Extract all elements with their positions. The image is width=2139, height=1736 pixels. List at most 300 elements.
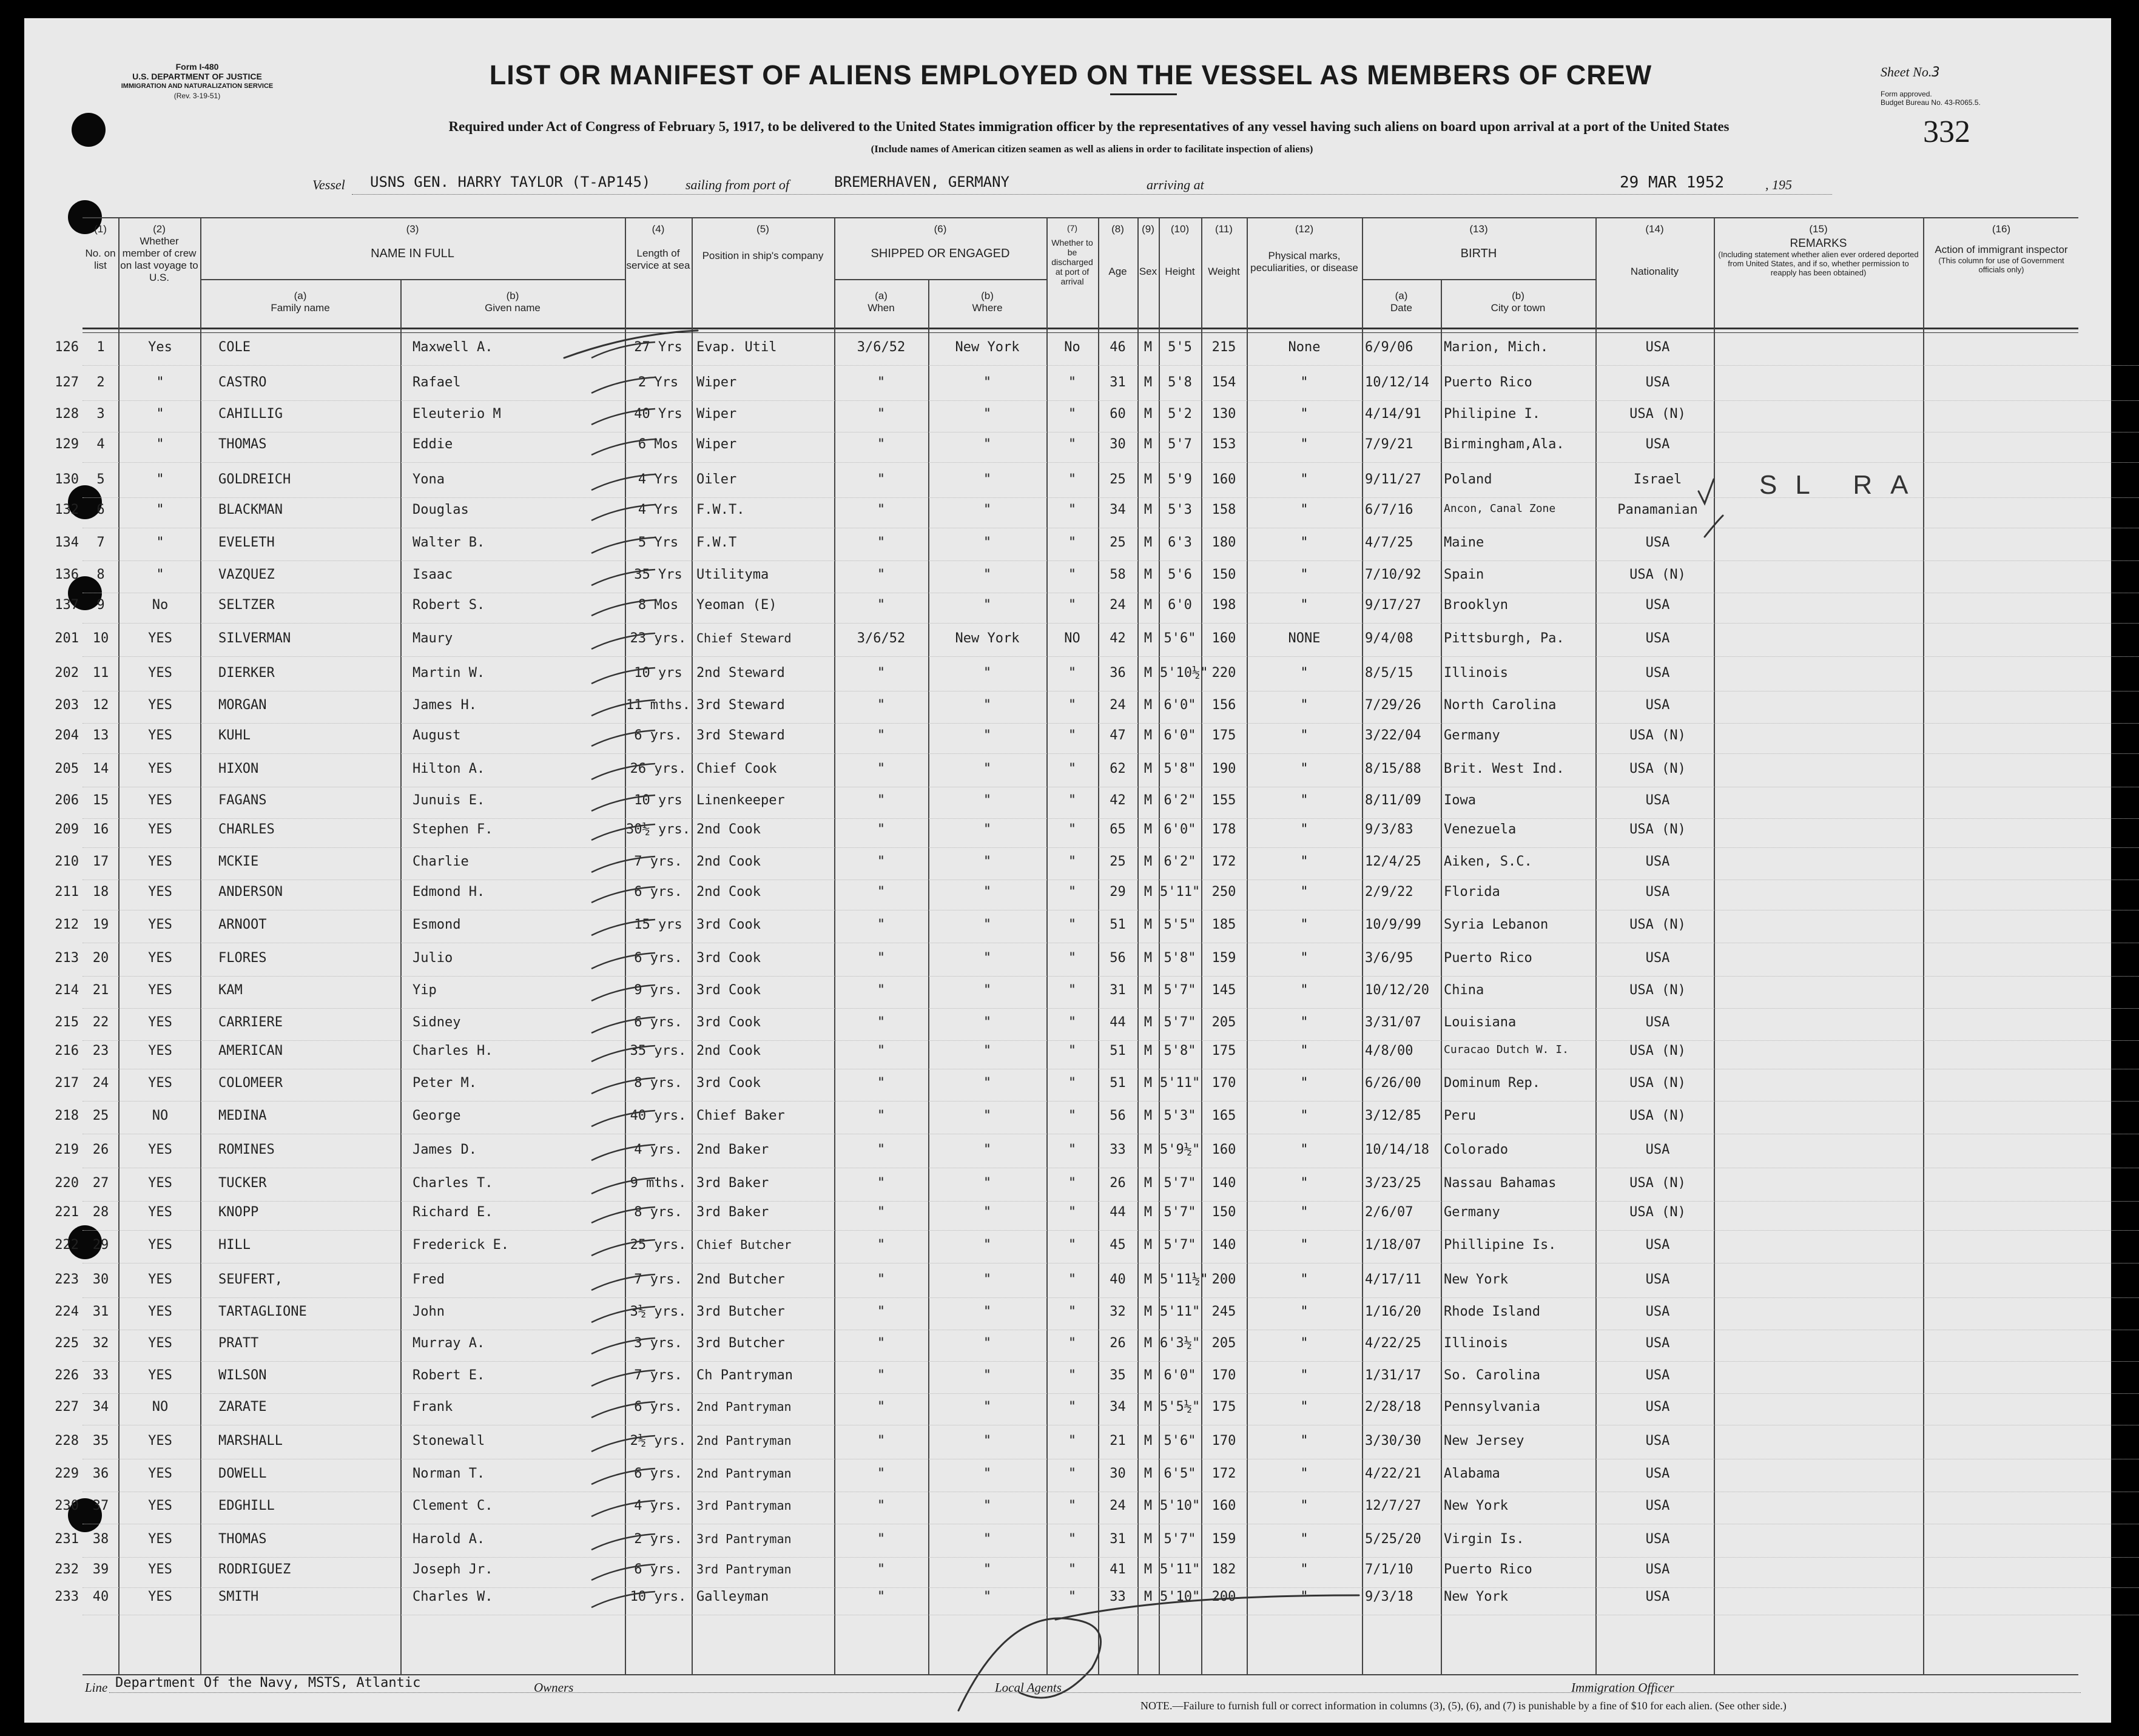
row-physical-marks: " [1300, 793, 1309, 808]
col3b-label: Given name [485, 302, 541, 314]
row-position: Oiler [696, 472, 737, 487]
row-birth-city: Florida [1444, 884, 1500, 900]
row-physical-marks: " [1300, 1272, 1309, 1287]
row-physical-marks: " [1300, 1532, 1309, 1547]
row-given-name: Charles T. [413, 1176, 493, 1191]
row-ref-number: 220 [55, 1176, 79, 1191]
row-height: 5'6 [1168, 567, 1192, 582]
row-discharged: " [1068, 1399, 1077, 1415]
row-sex: M [1144, 1272, 1153, 1287]
row-shipped-where: " [983, 1336, 992, 1351]
row-nationality: USA (N) [1629, 1075, 1686, 1091]
row-shipped-where: " [983, 502, 992, 517]
row-physical-marks: " [1300, 761, 1309, 776]
row-physical-marks: " [1300, 822, 1309, 837]
row-shipped-when: " [877, 502, 886, 517]
row-last-voyage: YES [148, 1532, 172, 1547]
row-discharged: " [1068, 1466, 1077, 1481]
row-family-name: ANDERSON [218, 884, 283, 900]
sailing-label: sailing from port of [685, 177, 789, 192]
row-sex: M [1144, 1237, 1153, 1253]
row-given-name: Julio [413, 950, 453, 966]
row-weight: 153 [1211, 437, 1236, 452]
row-discharged: " [1068, 1336, 1077, 1351]
row-family-name: THOMAS [218, 437, 267, 452]
row-physical-marks: " [1300, 1368, 1309, 1383]
row-shipped-where: New York [955, 340, 1020, 355]
row-discharged: " [1068, 917, 1077, 932]
row-length-service: 26 yrs. [630, 761, 687, 776]
row-height: 6'2" [1164, 793, 1196, 808]
row-sex: M [1144, 917, 1153, 932]
row-family-name: SEUFERT, [218, 1272, 283, 1287]
row-shipped-where: " [983, 1108, 992, 1123]
row-age: 31 [1110, 375, 1126, 390]
row-position: 2nd Cook [696, 884, 761, 900]
row-position: Chief Steward [696, 631, 792, 645]
row-discharged: " [1068, 502, 1077, 517]
row-weight: 150 [1211, 567, 1236, 582]
row-age: 25 [1110, 535, 1126, 550]
row-position: 3rd Pantryman [696, 1532, 792, 1546]
row-physical-marks: " [1300, 1176, 1309, 1191]
row-sex: M [1144, 1589, 1153, 1604]
row-height: 5'5½" [1160, 1399, 1201, 1415]
row-family-name: TUCKER [218, 1176, 267, 1191]
row-shipped-where: " [983, 1043, 992, 1058]
row-physical-marks: " [1300, 535, 1309, 550]
row-position: 3rd Butcher [696, 1304, 785, 1319]
row-discharged: " [1068, 1272, 1077, 1287]
row-given-name: Eddie [413, 437, 453, 452]
row-length-service: 35 Yrs [634, 567, 682, 582]
row-sex: M [1144, 728, 1153, 743]
row-shipped-where: New York [955, 631, 1020, 646]
row-family-name: ZARATE [218, 1399, 267, 1415]
row-shipped-where: " [983, 665, 992, 681]
row-physical-marks: " [1300, 567, 1309, 582]
row-discharged: " [1068, 1142, 1077, 1157]
row-shipped-where: " [983, 822, 992, 837]
row-sex: M [1144, 1304, 1153, 1319]
row-ref-number: 201 [55, 631, 79, 646]
row-list-number: 4 [96, 437, 105, 452]
row-weight: 190 [1211, 761, 1236, 776]
row-weight: 150 [1211, 1205, 1236, 1220]
row-weight: 170 [1211, 1075, 1236, 1091]
row-list-number: 32 [92, 1336, 109, 1351]
row-last-voyage: YES [148, 1075, 172, 1091]
row-last-voyage: YES [148, 1304, 172, 1319]
row-last-voyage: " [156, 502, 164, 517]
row-family-name: TARTAGLIONE [218, 1304, 307, 1319]
row-birth-city: Syria Lebanon [1444, 917, 1549, 932]
row-length-service: 27 Yrs [634, 340, 682, 355]
row-list-number: 8 [96, 567, 105, 582]
row-ref-number: 214 [55, 983, 79, 998]
row-ref-number: 229 [55, 1466, 79, 1481]
col11-num: (11) [1215, 223, 1233, 235]
col15-label: REMARKS [1790, 237, 1847, 250]
row-height: 5'8" [1164, 1043, 1196, 1058]
row-nationality: USA [1645, 1532, 1670, 1547]
row-sex: M [1144, 1176, 1153, 1191]
row-weight: 180 [1211, 535, 1236, 550]
row-height: 6'2" [1164, 854, 1196, 869]
row-discharged: " [1068, 1304, 1077, 1319]
row-length-service: 15 yrs [634, 917, 682, 932]
row-shipped-when: " [877, 1562, 886, 1577]
row-ref-number: 216 [55, 1043, 79, 1058]
row-last-voyage: Yes [148, 340, 172, 355]
row-weight: 182 [1211, 1562, 1236, 1577]
row-nationality: USA (N) [1629, 761, 1686, 776]
row-sex: M [1144, 375, 1153, 390]
row-position: 2nd Baker [696, 1142, 769, 1157]
row-height: 5'5" [1164, 917, 1196, 932]
row-ref-number: 209 [55, 822, 79, 837]
row-birth-city: Nassau Bahamas [1444, 1176, 1557, 1191]
col4-num: (4) [652, 223, 665, 235]
row-ref-number: 132 [55, 502, 79, 517]
col5-label: Position in ship's company [702, 250, 824, 261]
row-birth-date: 8/5/15 [1365, 665, 1413, 681]
row-birth-city: Aiken, S.C. [1444, 854, 1532, 869]
row-birth-city: Philipine I. [1444, 406, 1540, 422]
row-shipped-when: " [877, 983, 886, 998]
row-shipped-when: " [877, 1108, 886, 1123]
row-age: 24 [1110, 1498, 1126, 1513]
row-given-name: Joseph Jr. [413, 1562, 493, 1577]
row-last-voyage: YES [148, 1043, 172, 1058]
row-nationality: USA [1645, 1015, 1670, 1030]
row-discharged: " [1068, 1589, 1077, 1604]
row-position: 3rd Cook [696, 1015, 761, 1030]
row-shipped-where: " [983, 535, 992, 550]
row-physical-marks: " [1300, 854, 1309, 869]
row-position: 2nd Steward [696, 665, 785, 681]
row-birth-city: Germany [1444, 1205, 1500, 1220]
row-length-service: 6 yrs. [634, 950, 682, 966]
row-weight: 159 [1211, 950, 1236, 966]
row-physical-marks: " [1300, 1108, 1309, 1123]
row-shipped-where: " [983, 1272, 992, 1287]
row-shipped-when: " [877, 1498, 886, 1513]
row-discharged: " [1068, 1015, 1077, 1030]
row-nationality: USA [1645, 597, 1670, 613]
row-weight: 156 [1211, 698, 1236, 713]
row-list-number: 35 [92, 1433, 109, 1448]
row-last-voyage: YES [148, 793, 172, 808]
row-shipped-where: " [983, 1205, 992, 1220]
col3-num: (3) [406, 223, 419, 235]
row-length-service: 2½ yrs. [630, 1433, 687, 1448]
row-ref-number: 128 [55, 406, 79, 422]
row-family-name: GOLDREICH [218, 472, 291, 487]
row-age: 62 [1110, 761, 1126, 776]
row-position: 2nd Cook [696, 854, 761, 869]
year-suffix: , 195 [1765, 177, 1792, 192]
row-sex: M [1144, 1498, 1153, 1513]
row-ref-number: 204 [55, 728, 79, 743]
row-list-number: 34 [92, 1399, 109, 1415]
row-weight: 215 [1211, 340, 1236, 355]
row-shipped-when: " [877, 535, 886, 550]
row-last-voyage: YES [148, 761, 172, 776]
row-position: 3rd Cook [696, 950, 761, 966]
row-family-name: HIXON [218, 761, 259, 776]
row-nationality: USA [1645, 1466, 1670, 1481]
row-shipped-when: " [877, 472, 886, 487]
row-position: 3rd Steward [696, 728, 785, 743]
row-shipped-where: " [983, 597, 992, 613]
row-given-name: Hilton A. [413, 761, 485, 776]
row-last-voyage: YES [148, 1237, 172, 1253]
row-discharged: " [1068, 950, 1077, 966]
row-nationality: USA [1645, 340, 1670, 355]
row-length-service: 10 yrs. [630, 1589, 687, 1604]
row-shipped-where: " [983, 1433, 992, 1448]
row-discharged: NO [1064, 631, 1080, 646]
row-discharged: " [1068, 1562, 1077, 1577]
row-last-voyage: YES [148, 1498, 172, 1513]
row-shipped-where: " [983, 472, 992, 487]
row-position: 3rd Steward [696, 698, 785, 713]
row-birth-city: Maine [1444, 535, 1484, 550]
row-sex: M [1144, 950, 1153, 966]
row-sex: M [1144, 1108, 1153, 1123]
row-nationality: USA (N) [1629, 983, 1686, 998]
row-family-name: PRATT [218, 1336, 259, 1351]
row-list-number: 15 [92, 793, 109, 808]
row-family-name: MEDINA [218, 1108, 267, 1123]
row-shipped-when: " [877, 665, 886, 681]
row-age: 29 [1110, 884, 1126, 900]
row-position: Wiper [696, 375, 737, 390]
row-discharged: " [1068, 1043, 1077, 1058]
row-list-number: 33 [92, 1368, 109, 1383]
row-nationality: USA [1645, 1237, 1670, 1253]
row-shipped-where: " [983, 1466, 992, 1481]
sheet-value: 3 [1932, 65, 1940, 80]
row-nationality: USA (N) [1629, 406, 1686, 422]
row-given-name: Harold A. [413, 1532, 485, 1547]
row-last-voyage: YES [148, 1433, 172, 1448]
row-family-name: CHARLES [218, 822, 275, 837]
row-discharged: " [1068, 1176, 1077, 1191]
row-birth-city: North Carolina [1444, 698, 1557, 713]
row-age: 51 [1110, 1043, 1126, 1058]
row-position: Ch Pantryman [696, 1368, 793, 1383]
row-birth-date: 5/25/20 [1365, 1532, 1421, 1547]
row-weight: 170 [1211, 1368, 1236, 1383]
row-discharged: " [1068, 567, 1077, 582]
row-age: 21 [1110, 1433, 1126, 1448]
row-shipped-when: " [877, 1043, 886, 1058]
row-sex: M [1144, 822, 1153, 837]
row-ref-number: 222 [55, 1237, 79, 1253]
row-shipped-when: " [877, 1075, 886, 1091]
col11-label: Weight [1208, 266, 1240, 277]
row-last-voyage: YES [148, 884, 172, 900]
row-weight: 200 [1211, 1589, 1236, 1604]
row-discharged: " [1068, 665, 1077, 681]
row-list-number: 11 [92, 665, 109, 681]
row-last-voyage: YES [148, 1272, 172, 1287]
row-sex: M [1144, 1532, 1153, 1547]
row-position: 2nd Cook [696, 1043, 761, 1058]
row-age: 26 [1110, 1336, 1126, 1351]
row-nationality: USA (N) [1629, 1176, 1686, 1191]
row-family-name: SILVERMAN [218, 631, 291, 646]
row-birth-city: Germany [1444, 728, 1500, 743]
row-shipped-where: " [983, 1532, 992, 1547]
col10-num: (10) [1170, 223, 1190, 235]
row-weight: 145 [1211, 983, 1236, 998]
row-height: 5'3" [1164, 1108, 1196, 1123]
row-sex: M [1144, 567, 1153, 582]
row-age: 42 [1110, 631, 1126, 646]
row-height: 6'3 [1168, 535, 1192, 550]
row-given-name: Robert E. [413, 1368, 485, 1383]
row-birth-date: 9/11/27 [1365, 472, 1421, 487]
row-family-name: CARRIERE [218, 1015, 283, 1030]
row-sex: M [1144, 406, 1153, 422]
officer-label: Immigration Officer [1571, 1680, 1674, 1695]
row-discharged: " [1068, 1532, 1077, 1547]
row-birth-city: Virgin Is. [1444, 1532, 1524, 1547]
subnote: (Include names of American citizen seamen as well as aliens in order to facilitate inspection of aliens) [871, 143, 1313, 155]
row-sex: M [1144, 1399, 1153, 1415]
row-nationality: Panamanian [1617, 502, 1698, 517]
row-shipped-where: " [983, 437, 992, 452]
row-birth-city: Puerto Rico [1444, 1562, 1532, 1577]
row-weight: 205 [1211, 1015, 1236, 1030]
row-shipped-where: " [983, 1399, 992, 1415]
row-physical-marks: " [1300, 1336, 1309, 1351]
row-weight: 160 [1211, 631, 1236, 646]
row-given-name: Douglas [413, 502, 469, 517]
row-sex: M [1144, 340, 1153, 355]
departure-port: BREMERHAVEN, GERMANY [834, 173, 1009, 190]
row-shipped-when: " [877, 1237, 886, 1253]
handwritten-remark: SL RA [1759, 470, 1927, 500]
service: IMMIGRATION AND NATURALIZATION SERVICE [121, 82, 274, 90]
row-family-name: CAHILLIG [218, 406, 283, 422]
row-shipped-when: " [877, 917, 886, 932]
col6-num: (6) [934, 223, 947, 235]
row-birth-date: 10/14/18 [1365, 1142, 1429, 1157]
row-age: 24 [1110, 597, 1126, 613]
row-length-service: 10 yrs [634, 665, 682, 681]
row-age: 58 [1110, 567, 1126, 582]
row-weight: 140 [1211, 1176, 1236, 1191]
row-discharged: " [1068, 822, 1077, 837]
row-given-name: Junuis E. [413, 793, 485, 808]
row-physical-marks: " [1300, 983, 1309, 998]
line-value: Department Of the Navy, MSTS, Atlantic [115, 1675, 421, 1691]
row-birth-city: Pennsylvania [1444, 1399, 1540, 1415]
row-physical-marks: " [1300, 406, 1309, 422]
row-height: 5'8" [1164, 761, 1196, 776]
row-nationality: USA (N) [1629, 1108, 1686, 1123]
department: U.S. DEPARTMENT OF JUSTICE [132, 72, 262, 81]
row-family-name: HILL [218, 1237, 251, 1253]
row-height: 5'3 [1168, 502, 1192, 517]
row-height: 6'0" [1164, 728, 1196, 743]
row-list-number: 24 [92, 1075, 109, 1091]
row-ref-number: 217 [55, 1075, 79, 1091]
col15-num: (15) [1809, 223, 1828, 235]
row-shipped-where: " [983, 1498, 992, 1513]
row-nationality: USA [1645, 1368, 1670, 1383]
row-sex: M [1144, 1075, 1153, 1091]
row-given-name: Fred [413, 1272, 445, 1287]
row-age: 33 [1110, 1142, 1126, 1157]
row-given-name: Maury [413, 631, 453, 646]
row-position: 3rd Butcher [696, 1336, 785, 1351]
row-weight: 158 [1211, 502, 1236, 517]
row-list-number: 3 [96, 406, 105, 422]
row-ref-number: 210 [55, 854, 79, 869]
col13a-label: Date [1390, 302, 1412, 314]
row-discharged: " [1068, 761, 1077, 776]
row-length-service: 23 yrs. [630, 631, 687, 646]
row-last-voyage: YES [148, 728, 172, 743]
row-birth-date: 3/31/07 [1365, 1015, 1421, 1030]
row-weight: 200 [1211, 1272, 1236, 1287]
row-weight: 159 [1211, 1532, 1236, 1547]
row-physical-marks: " [1300, 597, 1309, 613]
row-height: 5'7" [1164, 983, 1196, 998]
row-given-name: Charlie [413, 854, 469, 869]
row-given-name: Charles W. [413, 1589, 493, 1604]
row-physical-marks: " [1300, 437, 1309, 452]
col12-label: Physical marks, peculiarities, or disease [1250, 250, 1358, 274]
row-sex: M [1144, 1466, 1153, 1481]
row-age: 41 [1110, 1562, 1126, 1577]
row-last-voyage: YES [148, 1466, 172, 1481]
row-height: 6'0" [1164, 698, 1196, 713]
row-list-number: 26 [92, 1142, 109, 1157]
manifest-sheet [24, 18, 2111, 1723]
row-sex: M [1144, 1043, 1153, 1058]
row-sex: M [1144, 884, 1153, 900]
row-family-name: SMITH [218, 1589, 259, 1604]
row-length-service: 6 yrs. [634, 1562, 682, 1577]
row-birth-date: 6/7/16 [1365, 502, 1413, 517]
row-discharged: " [1068, 983, 1077, 998]
row-list-number: 12 [92, 698, 109, 713]
row-shipped-where: " [983, 1176, 992, 1191]
row-nationality: Israel [1633, 472, 1682, 487]
row-sex: M [1144, 761, 1153, 776]
row-height: 5'6" [1164, 1433, 1196, 1448]
row-ref-number: 233 [55, 1589, 79, 1604]
agents-label: Local Agents [995, 1680, 1062, 1695]
row-last-voyage: YES [148, 822, 172, 837]
row-age: 32 [1110, 1304, 1126, 1319]
row-discharged: " [1068, 1075, 1077, 1091]
footer-note: NOTE.—Failure to furnish full or correct information in columns (3), (5), (6), and (7) is punishable by a fine of $10 for each alien. (See other side.) [1140, 1700, 1787, 1712]
row-discharged: " [1068, 793, 1077, 808]
row-position: Utilityma [696, 567, 769, 582]
row-shipped-when: " [877, 854, 886, 869]
row-list-number: 40 [92, 1589, 109, 1604]
row-given-name: Rafael [413, 375, 461, 390]
row-last-voyage: YES [148, 1015, 172, 1030]
row-position: 3rd Pantryman [696, 1498, 792, 1513]
